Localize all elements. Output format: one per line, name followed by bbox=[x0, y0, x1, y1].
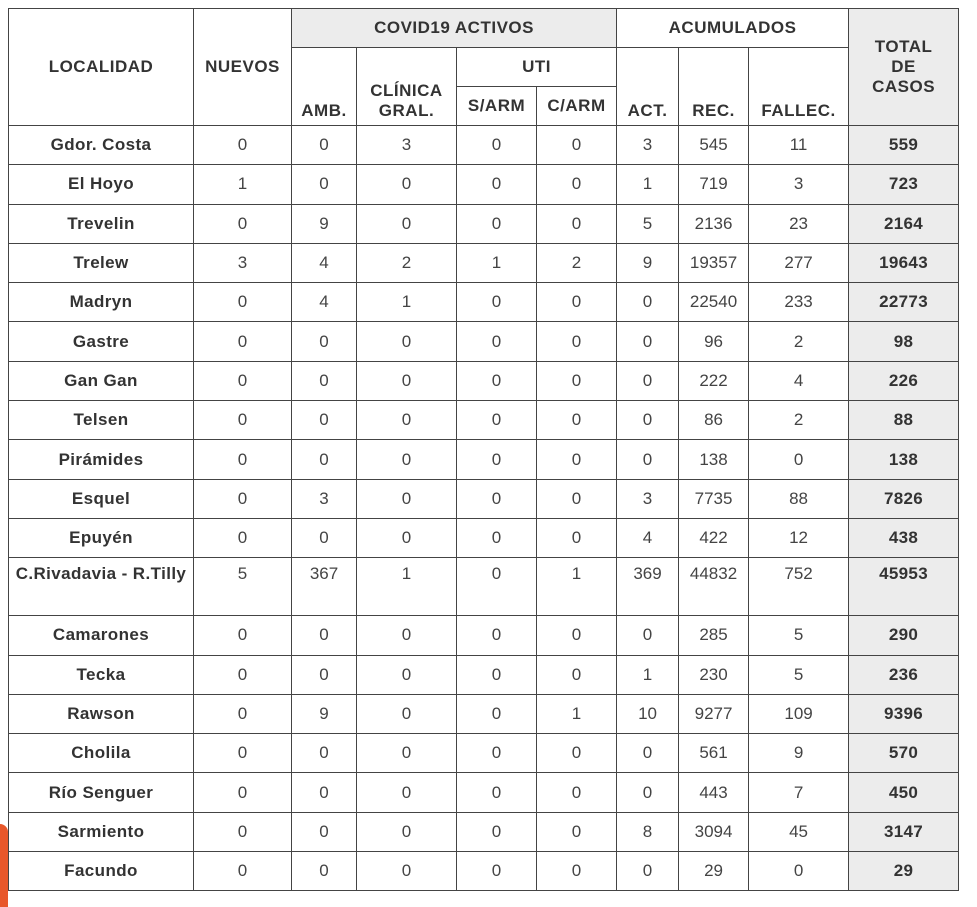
cell-fallec: 12 bbox=[749, 518, 849, 557]
header-uti: UTI bbox=[457, 48, 617, 87]
cell-c-arm: 0 bbox=[537, 812, 617, 851]
header-covid-activos: COVID19 ACTIVOS bbox=[292, 9, 617, 48]
cell-c-arm: 1 bbox=[537, 558, 617, 616]
cell-amb: 0 bbox=[292, 518, 357, 557]
header-amb: AMB. bbox=[292, 48, 357, 126]
cell-clinica: 0 bbox=[357, 440, 457, 479]
cell-rec: 96 bbox=[679, 322, 749, 361]
cell-fallec: 5 bbox=[749, 655, 849, 694]
cell-rec: 22540 bbox=[679, 283, 749, 322]
cell-act: 10 bbox=[617, 694, 679, 733]
cell-c-arm: 0 bbox=[537, 734, 617, 773]
cell-clinica: 0 bbox=[357, 401, 457, 440]
cell-amb: 4 bbox=[292, 283, 357, 322]
cell-act: 8 bbox=[617, 812, 679, 851]
table-row bbox=[9, 204, 959, 243]
cell-clinica: 0 bbox=[357, 479, 457, 518]
cell-clinica: 0 bbox=[357, 773, 457, 812]
cell-rec: 19357 bbox=[679, 243, 749, 282]
cell-rec: 719 bbox=[679, 165, 749, 204]
cell-nuevos: 0 bbox=[194, 322, 292, 361]
cell-nuevos: 5 bbox=[194, 558, 292, 616]
header-clinica-gral-label: CLÍNICA GRAL. bbox=[370, 81, 443, 120]
cell-c-arm: 0 bbox=[537, 126, 617, 165]
cell-s-arm: 0 bbox=[457, 852, 537, 891]
cell-nuevos: 1 bbox=[194, 165, 292, 204]
cell-rec: 2136 bbox=[679, 204, 749, 243]
table-row bbox=[9, 243, 959, 282]
cell-localidad: Madryn bbox=[9, 283, 194, 322]
table-row bbox=[9, 283, 959, 322]
cell-fallec: 11 bbox=[749, 126, 849, 165]
cell-act: 1 bbox=[617, 655, 679, 694]
cell-nuevos: 0 bbox=[194, 126, 292, 165]
header-s-arm: S/ARM bbox=[457, 87, 537, 126]
cell-fallec: 7 bbox=[749, 773, 849, 812]
table-row bbox=[9, 401, 959, 440]
cell-localidad: Río Senguer bbox=[9, 773, 194, 812]
cell-c-arm: 0 bbox=[537, 440, 617, 479]
cell-c-arm: 0 bbox=[537, 401, 617, 440]
cell-nuevos: 0 bbox=[194, 204, 292, 243]
cell-c-arm: 0 bbox=[537, 518, 617, 557]
cell-act: 0 bbox=[617, 283, 679, 322]
cell-nuevos: 0 bbox=[194, 734, 292, 773]
cell-c-arm: 0 bbox=[537, 165, 617, 204]
cell-rec: 44832 bbox=[679, 558, 749, 616]
cell-nuevos: 0 bbox=[194, 812, 292, 851]
cell-c-arm: 0 bbox=[537, 361, 617, 400]
cell-s-arm: 0 bbox=[457, 734, 537, 773]
cell-total: 570 bbox=[849, 734, 959, 773]
cell-clinica: 0 bbox=[357, 322, 457, 361]
cell-act: 0 bbox=[617, 852, 679, 891]
cell-nuevos: 0 bbox=[194, 283, 292, 322]
table-row bbox=[9, 165, 959, 204]
cell-amb: 0 bbox=[292, 165, 357, 204]
cell-total: 450 bbox=[849, 773, 959, 812]
cell-clinica: 3 bbox=[357, 126, 457, 165]
cell-fallec: 9 bbox=[749, 734, 849, 773]
cell-clinica: 0 bbox=[357, 204, 457, 243]
cell-total: 438 bbox=[849, 518, 959, 557]
cell-clinica: 0 bbox=[357, 812, 457, 851]
table-row bbox=[9, 440, 959, 479]
cell-clinica: 1 bbox=[357, 283, 457, 322]
table-row bbox=[9, 361, 959, 400]
cell-c-arm: 0 bbox=[537, 479, 617, 518]
cell-s-arm: 0 bbox=[457, 204, 537, 243]
cell-act: 0 bbox=[617, 616, 679, 655]
cell-localidad: Camarones bbox=[9, 616, 194, 655]
cell-localidad: Epuyén bbox=[9, 518, 194, 557]
table-row bbox=[9, 322, 959, 361]
cell-amb: 0 bbox=[292, 773, 357, 812]
cell-nuevos: 0 bbox=[194, 361, 292, 400]
cell-fallec: 233 bbox=[749, 283, 849, 322]
cell-total: 3147 bbox=[849, 812, 959, 851]
cell-rec: 222 bbox=[679, 361, 749, 400]
cell-fallec: 752 bbox=[749, 558, 849, 616]
cell-localidad: C.Rivadavia - R.Tilly bbox=[9, 558, 194, 616]
cell-total: 723 bbox=[849, 165, 959, 204]
cell-localidad: Gdor. Costa bbox=[9, 126, 194, 165]
cell-clinica: 0 bbox=[357, 734, 457, 773]
cell-amb: 0 bbox=[292, 322, 357, 361]
cell-amb: 367 bbox=[292, 558, 357, 616]
cell-c-arm: 0 bbox=[537, 773, 617, 812]
cell-total: 29 bbox=[849, 852, 959, 891]
covid-cases-table bbox=[8, 8, 959, 891]
header-localidad: LOCALIDAD bbox=[9, 9, 194, 126]
cell-act: 0 bbox=[617, 440, 679, 479]
cell-act: 0 bbox=[617, 773, 679, 812]
header-act: ACT. bbox=[617, 48, 679, 126]
cell-c-arm: 2 bbox=[537, 243, 617, 282]
cell-act: 3 bbox=[617, 126, 679, 165]
cell-s-arm: 0 bbox=[457, 812, 537, 851]
cell-fallec: 88 bbox=[749, 479, 849, 518]
cell-fallec: 45 bbox=[749, 812, 849, 851]
cell-c-arm: 0 bbox=[537, 852, 617, 891]
cell-localidad: Sarmiento bbox=[9, 812, 194, 851]
cell-nuevos: 0 bbox=[194, 694, 292, 733]
cell-amb: 0 bbox=[292, 655, 357, 694]
cell-amb: 0 bbox=[292, 361, 357, 400]
cell-nuevos: 0 bbox=[194, 401, 292, 440]
cell-c-arm: 0 bbox=[537, 204, 617, 243]
cell-total: 88 bbox=[849, 401, 959, 440]
cell-fallec: 0 bbox=[749, 440, 849, 479]
cell-clinica: 0 bbox=[357, 852, 457, 891]
cell-amb: 0 bbox=[292, 401, 357, 440]
cell-s-arm: 0 bbox=[457, 616, 537, 655]
cell-fallec: 2 bbox=[749, 322, 849, 361]
cell-clinica: 2 bbox=[357, 243, 457, 282]
cell-s-arm: 1 bbox=[457, 243, 537, 282]
orange-accent-bar bbox=[0, 824, 8, 907]
cell-nuevos: 0 bbox=[194, 479, 292, 518]
cell-rec: 9277 bbox=[679, 694, 749, 733]
cell-localidad: Rawson bbox=[9, 694, 194, 733]
cell-s-arm: 0 bbox=[457, 440, 537, 479]
table-row bbox=[9, 479, 959, 518]
cell-clinica: 0 bbox=[357, 165, 457, 204]
cell-nuevos: 0 bbox=[194, 852, 292, 891]
cell-act: 9 bbox=[617, 243, 679, 282]
cell-amb: 0 bbox=[292, 440, 357, 479]
cell-s-arm: 0 bbox=[457, 479, 537, 518]
cell-rec: 29 bbox=[679, 852, 749, 891]
cell-rec: 422 bbox=[679, 518, 749, 557]
cell-s-arm: 0 bbox=[457, 401, 537, 440]
cell-s-arm: 0 bbox=[457, 322, 537, 361]
cell-localidad: Pirámides bbox=[9, 440, 194, 479]
cell-localidad: Telsen bbox=[9, 401, 194, 440]
cell-s-arm: 0 bbox=[457, 126, 537, 165]
table-row bbox=[9, 558, 959, 616]
cell-amb: 3 bbox=[292, 479, 357, 518]
cell-localidad: Trevelin bbox=[9, 204, 194, 243]
cell-localidad: Gan Gan bbox=[9, 361, 194, 400]
header-c-arm: C/ARM bbox=[537, 87, 617, 126]
cell-act: 0 bbox=[617, 401, 679, 440]
cell-clinica: 0 bbox=[357, 694, 457, 733]
table-row bbox=[9, 126, 959, 165]
cell-act: 0 bbox=[617, 322, 679, 361]
cell-act: 3 bbox=[617, 479, 679, 518]
cell-localidad: Trelew bbox=[9, 243, 194, 282]
cell-nuevos: 3 bbox=[194, 243, 292, 282]
header-rec: REC. bbox=[679, 48, 749, 126]
cell-rec: 86 bbox=[679, 401, 749, 440]
cell-amb: 4 bbox=[292, 243, 357, 282]
cell-total: 2164 bbox=[849, 204, 959, 243]
cell-amb: 0 bbox=[292, 852, 357, 891]
cell-amb: 9 bbox=[292, 694, 357, 733]
table-body bbox=[9, 126, 959, 891]
cell-act: 0 bbox=[617, 361, 679, 400]
cell-s-arm: 0 bbox=[457, 558, 537, 616]
table-row bbox=[9, 773, 959, 812]
cell-act: 1 bbox=[617, 165, 679, 204]
cell-amb: 0 bbox=[292, 126, 357, 165]
cell-total: 138 bbox=[849, 440, 959, 479]
cell-rec: 230 bbox=[679, 655, 749, 694]
cell-c-arm: 0 bbox=[537, 655, 617, 694]
header-clinica-gral bbox=[357, 48, 457, 126]
cell-amb: 0 bbox=[292, 734, 357, 773]
cell-nuevos: 0 bbox=[194, 773, 292, 812]
cell-c-arm: 0 bbox=[537, 616, 617, 655]
cell-fallec: 5 bbox=[749, 616, 849, 655]
cell-rec: 7735 bbox=[679, 479, 749, 518]
cell-rec: 443 bbox=[679, 773, 749, 812]
header-acumulados: ACUMULADOS bbox=[617, 9, 849, 48]
cell-s-arm: 0 bbox=[457, 283, 537, 322]
table-row bbox=[9, 655, 959, 694]
table-row bbox=[9, 734, 959, 773]
cell-rec: 138 bbox=[679, 440, 749, 479]
header-nuevos: NUEVOS bbox=[194, 9, 292, 126]
cell-localidad: Facundo bbox=[9, 852, 194, 891]
cell-c-arm: 1 bbox=[537, 694, 617, 733]
cell-nuevos: 0 bbox=[194, 616, 292, 655]
cell-amb: 0 bbox=[292, 616, 357, 655]
cell-total: 236 bbox=[849, 655, 959, 694]
cell-rec: 285 bbox=[679, 616, 749, 655]
cell-total: 290 bbox=[849, 616, 959, 655]
table-row bbox=[9, 852, 959, 891]
cell-localidad: Gastre bbox=[9, 322, 194, 361]
cell-fallec: 3 bbox=[749, 165, 849, 204]
cell-rec: 545 bbox=[679, 126, 749, 165]
header-total-casos bbox=[849, 9, 959, 126]
cell-s-arm: 0 bbox=[457, 655, 537, 694]
cell-total: 226 bbox=[849, 361, 959, 400]
cell-total: 7826 bbox=[849, 479, 959, 518]
cell-clinica: 1 bbox=[357, 558, 457, 616]
cell-fallec: 23 bbox=[749, 204, 849, 243]
cell-amb: 9 bbox=[292, 204, 357, 243]
header-fallec: FALLEC. bbox=[749, 48, 849, 126]
table-row bbox=[9, 518, 959, 557]
cell-s-arm: 0 bbox=[457, 165, 537, 204]
cell-total: 22773 bbox=[849, 283, 959, 322]
cell-fallec: 0 bbox=[749, 852, 849, 891]
cell-act: 0 bbox=[617, 734, 679, 773]
cell-clinica: 0 bbox=[357, 518, 457, 557]
cell-nuevos: 0 bbox=[194, 655, 292, 694]
cell-act: 5 bbox=[617, 204, 679, 243]
cell-total: 559 bbox=[849, 126, 959, 165]
cell-nuevos: 0 bbox=[194, 518, 292, 557]
cell-s-arm: 0 bbox=[457, 361, 537, 400]
table-row bbox=[9, 812, 959, 851]
cell-fallec: 277 bbox=[749, 243, 849, 282]
cell-localidad: Tecka bbox=[9, 655, 194, 694]
cell-amb: 0 bbox=[292, 812, 357, 851]
cell-total: 9396 bbox=[849, 694, 959, 733]
cell-c-arm: 0 bbox=[537, 322, 617, 361]
cell-act: 369 bbox=[617, 558, 679, 616]
cell-nuevos: 0 bbox=[194, 440, 292, 479]
cell-total: 45953 bbox=[849, 558, 959, 616]
cell-rec: 561 bbox=[679, 734, 749, 773]
cell-fallec: 4 bbox=[749, 361, 849, 400]
cell-localidad: El Hoyo bbox=[9, 165, 194, 204]
cell-total: 98 bbox=[849, 322, 959, 361]
table-row bbox=[9, 694, 959, 733]
header-total-casos-label: TOTAL DE CASOS bbox=[872, 37, 936, 96]
cell-rec: 3094 bbox=[679, 812, 749, 851]
cell-localidad: Cholila bbox=[9, 734, 194, 773]
cell-clinica: 0 bbox=[357, 361, 457, 400]
cell-s-arm: 0 bbox=[457, 518, 537, 557]
cell-fallec: 109 bbox=[749, 694, 849, 733]
cell-total: 19643 bbox=[849, 243, 959, 282]
cell-s-arm: 0 bbox=[457, 694, 537, 733]
cell-s-arm: 0 bbox=[457, 773, 537, 812]
cell-act: 4 bbox=[617, 518, 679, 557]
table-row bbox=[9, 616, 959, 655]
cell-clinica: 0 bbox=[357, 616, 457, 655]
cell-localidad: Esquel bbox=[9, 479, 194, 518]
cell-fallec: 2 bbox=[749, 401, 849, 440]
cell-clinica: 0 bbox=[357, 655, 457, 694]
cell-c-arm: 0 bbox=[537, 283, 617, 322]
